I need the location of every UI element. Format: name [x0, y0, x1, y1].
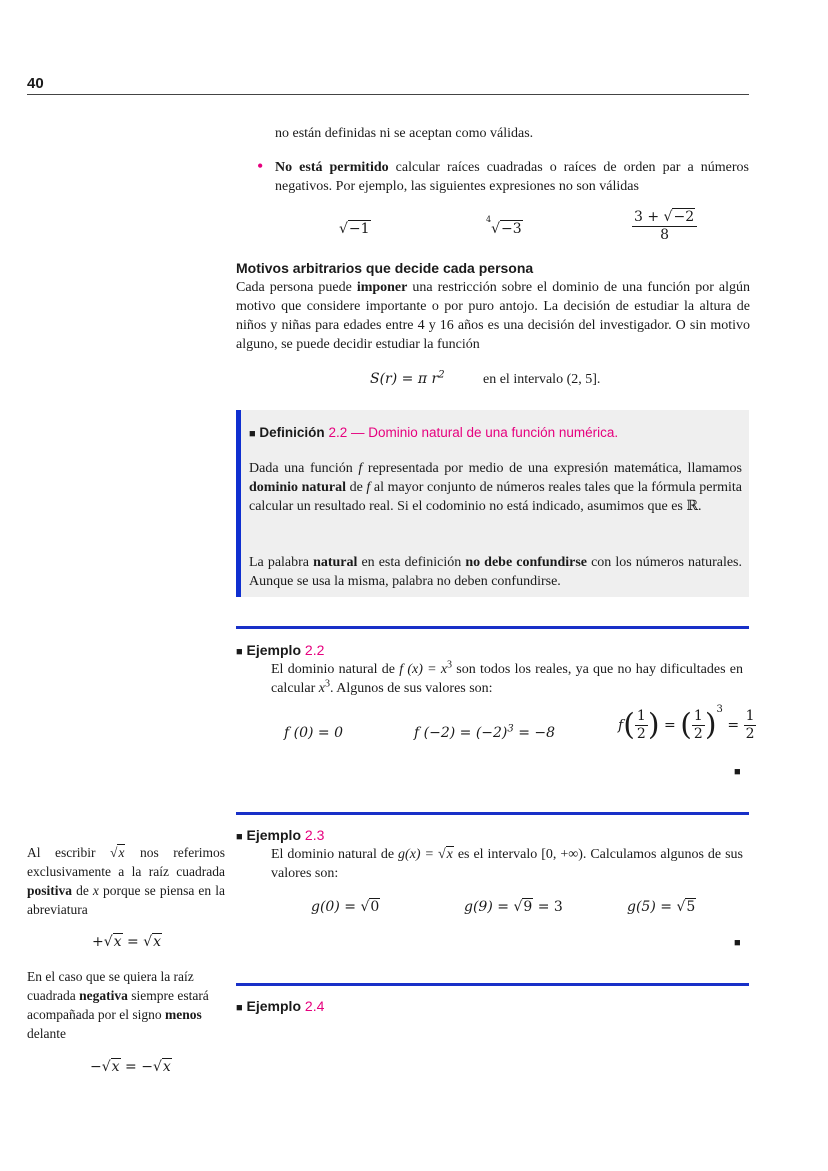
example-2-3-title: ■ Ejemplo 2.3 — [236, 827, 325, 843]
intro-line: no están definidas ni se aceptan como válidas. — [275, 126, 534, 141]
margin-equation-1: +√x = √x — [92, 934, 162, 950]
example-2-3-value-3: g(5) = √5 — [627, 899, 696, 915]
definition-paragraph-2: La palabra natural en esta definición no debe confundirse con los números naturales. Aunque se usa la misma, palabra no deben confundirse. — [249, 555, 742, 589]
example-2-3-value-2: g(9) = √9 = 3 — [464, 899, 563, 915]
expr-root4-neg3: $^4$√−3 — [486, 215, 522, 237]
example-2-2-value-1: f (0) = 0 — [284, 725, 344, 741]
square-icon: ■ — [236, 1002, 243, 1014]
example-2-2-value-2: f $(-2) = (-2)^3 = -8$ — [414, 723, 556, 741]
square-icon: ■ — [236, 646, 243, 658]
example-2-2-value-3: f( $\frac{1}{2}$ ) = ( $\frac{1}{2}$ )$^3$ = $\frac{1}{2}$ — [618, 703, 755, 743]
margin-note-2: En el caso que se quiera la raíz cuadrada negativa siempre estará acompañada por el signo menos delante — [27, 969, 209, 1041]
bullet-icon: • — [257, 156, 264, 176]
example-2-3-text: El dominio natural de g(x) = √x es el intervalo [0, +∞). Calculamos algunos de sus valores son: — [271, 847, 743, 881]
motivos-formula: S(r) = π $r^2$ — [370, 369, 445, 387]
motivos-heading: Motivos arbitrarios que decide cada persona — [236, 260, 534, 276]
example-rule — [236, 812, 749, 815]
square-icon: ■ — [236, 831, 243, 843]
bullet-paragraph: No está permitido calcular raíces cuadradas o raíces de orden par a números negativos. Por ejemplo, las siguientes expresiones no son válidas — [275, 160, 749, 194]
example-2-2-text: El dominio natural de f $(x) = x^3$ son todos los reales, ya que no hay dificultades en calcular $x^3$. Algunos de sus valores son: — [271, 659, 743, 696]
definition-title: ■ Definición 2.2 — Dominio natural de una función numérica. — [249, 425, 619, 440]
example-2-3-value-1: g(0) = √0 — [311, 899, 380, 915]
motivos-paragraph: Cada persona puede imponer una restricción sobre el dominio de una función por algún motivo que considere importante o por puro antojo. La decisión de estudiar la altura de niños y niñas para edades entre 4 y 16 años es una decisión del investigador. O sin motivo alguno, se puede decidir estudiar la función — [236, 280, 750, 352]
example-2-2-title: ■ Ejemplo 2.2 — [236, 642, 325, 658]
definition-paragraph-1: Dada una función f representada por medio de una expresión matemática, llamamos dominio natural de f al mayor conjunto de números reales tales que la fórmula permita calcular un resultado real. Si el codominio no está indicado, asumimos que es ℝ. — [249, 461, 742, 514]
motivos-interval: en el intervalo (2, 5]. — [483, 372, 601, 387]
example-2-4-title: ■ Ejemplo 2.4 — [236, 998, 325, 1014]
page-number: 40 — [27, 75, 44, 92]
square-icon: ■ — [249, 428, 256, 440]
example-rule — [236, 983, 749, 986]
example-rule — [236, 626, 749, 629]
expr-sqrt-neg1: √−1 — [339, 221, 370, 237]
header-rule — [27, 94, 749, 95]
margin-note-1: Al escribir √x nos referimos exclusivamente a la raíz cuadrada positiva de x porque se piensa en la abreviatura — [27, 845, 226, 917]
example-2-2-end-mark: ■ — [734, 766, 741, 778]
margin-equation-2: −√x = −√x — [90, 1059, 171, 1075]
example-2-3-end-mark: ■ — [734, 937, 741, 949]
expr-fraction: $\frac{3 + √-2}{8}$ — [632, 209, 697, 244]
